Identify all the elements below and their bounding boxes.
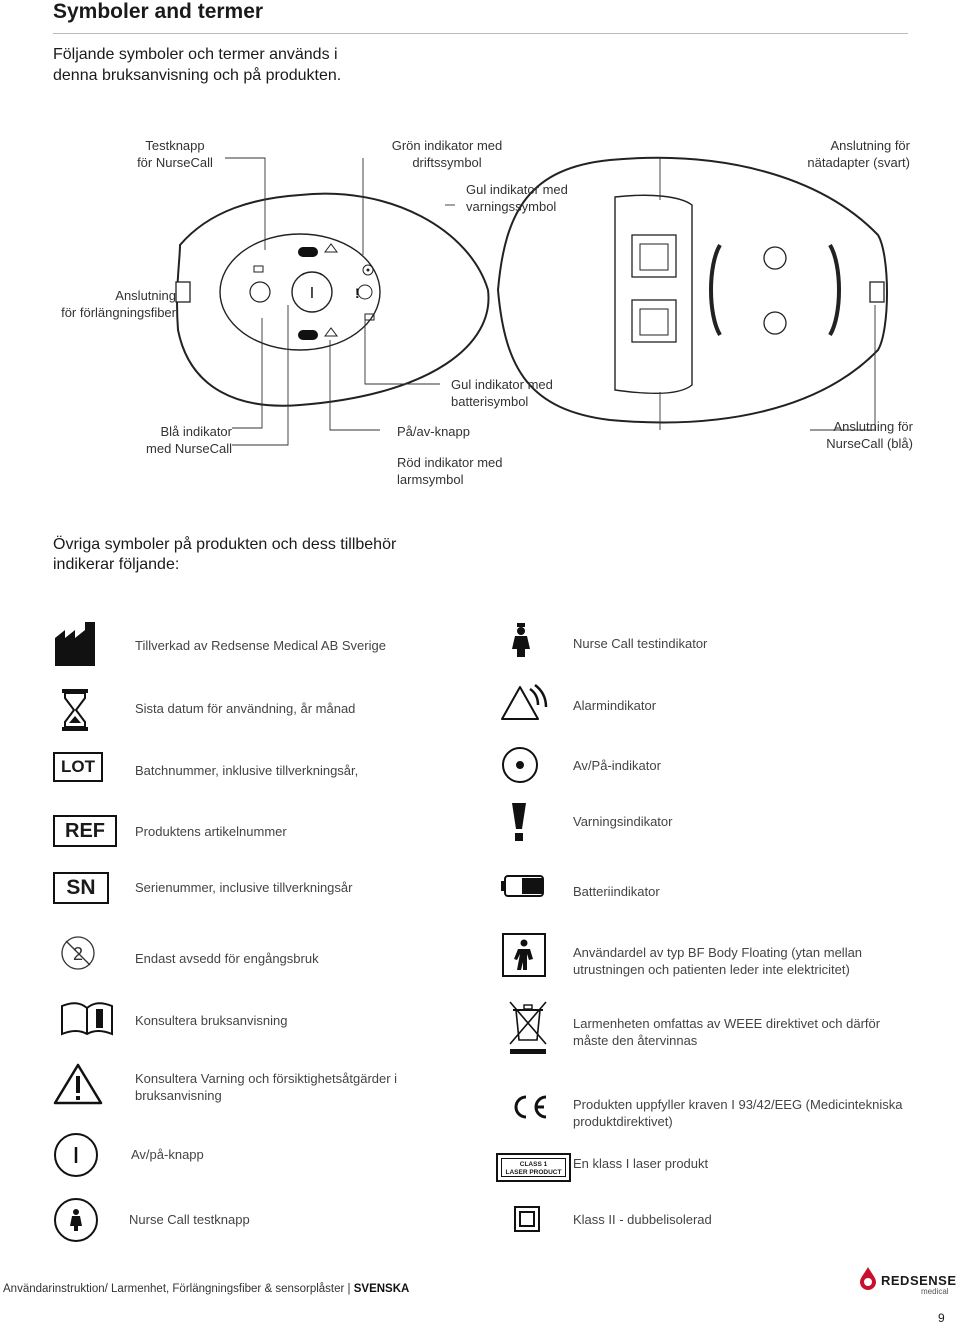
lot-icon: LOT [53,752,103,782]
label-red-indicator-line2: larmsymbol [397,472,464,487]
label-yellow-warning [466,181,616,215]
symbol-text-on: Av/På-indikator [573,758,661,773]
label-yellow-warning-line2: varningssymbol [466,199,557,214]
section-title: Övriga symboler på produkten och dess tillbehör indikerar följande: [53,536,397,573]
symbol-text-hourglass: Sista datum för användning, år månad [135,701,356,716]
symbol-text-manual: Konsultera bruksanvisning [135,1013,288,1028]
intro-text: Följande symboler och termer används i denna bruksanvisning och på produkten. [53,46,342,84]
on-indicator-icon [500,745,540,785]
label-blue-indicator [82,423,232,457]
label-nursecall-connection [763,418,913,452]
label-power-button-line1: På/av-knapp [397,424,470,439]
label-extension-line2: för förlängningsfiber [61,305,176,320]
symbol-text-ce: Produkten uppfyller kraven I 93/42/EEG (Medicintekniska produktdirektivet) [573,1097,903,1129]
brand-sub: medical [921,1287,949,1296]
laser-icon-line2: LASER PRODUCT [505,1169,562,1176]
class2-icon [513,1205,541,1233]
svg-text:!: ! [355,285,360,301]
weee-icon [506,998,550,1056]
symbol-text-laser: En klass I laser produkt [573,1156,709,1171]
page-title: Symboler and termer [53,0,264,23]
manufacturer-icon [53,620,97,668]
symbol-text-caution: Konsultera Varning och försiktighetsåtgärder i bruksanvisning [135,1071,398,1103]
power-icon [52,1131,100,1179]
label-green-indicator [372,137,522,171]
hourglass-icon [60,688,90,732]
svg-text:I: I [309,285,315,302]
symbol-text-sn: Serienummer, inclusive tillverkningsår [135,880,353,895]
label-adapter-line1: Anslutning för [830,138,910,153]
label-extension [26,287,176,321]
battery-icon [498,874,546,898]
laser-icon [496,1153,571,1182]
label-power-button [397,423,547,440]
laser-icon-line1: CLASS 1 [519,1161,548,1168]
nurse-icon [508,622,534,658]
title-rule [53,33,908,34]
symbol-text-battery: Batteriindikator [573,884,660,899]
symbol-text-single-use: Endast avsedd för engångsbruk [135,951,319,966]
footer [3,1283,409,1295]
label-extension-line1: Anslutning [115,288,176,303]
page-number: 9 [938,1311,945,1325]
ref-icon: REF [53,815,117,847]
label-red-indicator [397,454,547,488]
footer-language: SVENSKA [353,1283,410,1295]
symbol-text-power: Av/på-knapp [131,1147,204,1162]
label-red-indicator-line1: Röd indikator med [397,455,503,470]
label-adapter-line2: nätadapter (svart) [807,155,910,170]
warning-icon [509,802,529,842]
caution-icon [53,1062,103,1106]
nurse-button-icon [52,1196,100,1244]
footer-text: Användarinstruktion/ Larmenhet, Förlängningsfiber & sensorplåster | [3,1283,354,1295]
symbol-text-ref: Produktens artikelnummer [135,824,287,839]
label-test-button [100,137,250,171]
label-green-indicator-line2: driftssymbol [412,155,482,170]
label-nursecall-line2: NurseCall (blå) [826,436,913,451]
brand-name: REDSENSE [881,1273,957,1288]
label-blue-indicator-line2: med NurseCall [146,441,232,456]
symbol-text-lot: Batchnummer, inklusive tillverkningsår, [135,763,359,778]
symbol-text-class2: Klass II - dubbelisolerad [573,1212,712,1227]
label-nursecall-line1: Anslutning för [833,419,913,434]
symbol-text-nurse-button: Nurse Call testknapp [129,1212,250,1227]
bf-icon [501,932,547,978]
label-yellow-battery-line1: Gul indikator med [451,377,553,392]
label-adapter [760,137,910,171]
svg-text:2: 2 [72,944,84,964]
label-test-button-line1: Testknapp [145,138,205,153]
symbol-text-manufacturer: Tillverkad av Redsense Medical AB Sverige [135,638,386,653]
label-yellow-warning-line1: Gul indikator med [466,182,568,197]
symbol-text-warning: Varningsindikator [573,814,673,829]
ce-icon [508,1094,550,1120]
single-use-icon [58,933,98,973]
symbol-text-alarm: Alarmindikator [573,698,657,713]
redsense-drop-icon [858,1266,878,1290]
label-yellow-battery [451,376,601,410]
label-blue-indicator-line1: Blå indikator [160,424,232,439]
manual-icon [60,1000,114,1036]
label-green-indicator-line1: Grön indikator med [391,138,503,153]
symbol-text-weee: Larmenheten omfattas av WEEE direktivet och därför måste den återvinnas [573,1016,881,1048]
alarm-icon [500,683,550,723]
symbol-text-nurse: Nurse Call testindikator [573,636,708,651]
sn-icon: SN [53,872,109,904]
symbol-text-bf: Användardel av typ BF Body Floating (ytan mellan utrustningen och patienten leder inte elektricitet) [573,945,863,977]
label-test-button-line2: för NurseCall [137,155,213,170]
label-yellow-battery-line2: batterisymbol [451,394,529,409]
